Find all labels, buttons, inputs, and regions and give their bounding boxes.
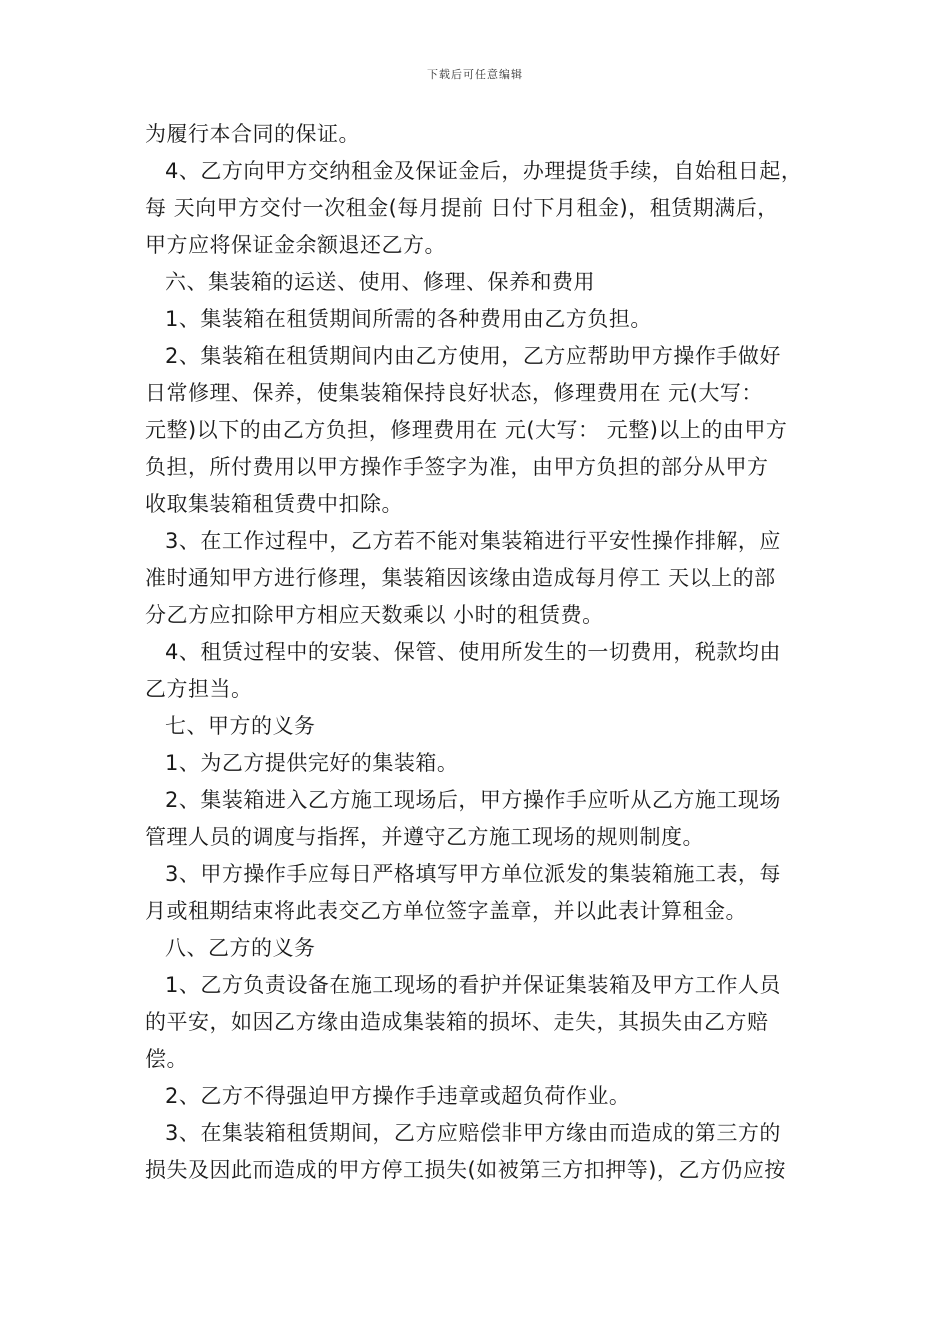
- document-line: 元整)以下的由乙方负担，修理费用在 元(大写： 元整)以上的由甲方: [145, 418, 788, 442]
- document-line: 八、乙方的义务: [165, 936, 316, 960]
- document-line: 甲方应将保证金余额退还乙方。: [145, 233, 446, 257]
- document-line: 偿。: [145, 1047, 188, 1071]
- document-line: 3、甲方操作手应每日严格填写甲方单位派发的集装箱施工表，每: [165, 862, 781, 886]
- document-line: 2、集装箱进入乙方施工现场后，甲方操作手应听从乙方施工现场: [165, 788, 781, 812]
- document-line: 七、甲方的义务: [165, 714, 316, 738]
- document-line: 2、集装箱在租赁期间内由乙方使用，乙方应帮助甲方操作手做好: [165, 344, 781, 368]
- document-line: 损失及因此而造成的甲方停工损失(如被第三方扣押等)，乙方仍应按: [145, 1158, 786, 1182]
- document-line: 3、在工作过程中，乙方若不能对集装箱进行平安性操作排解，应: [165, 529, 781, 553]
- document-line: 1、为乙方提供完好的集装箱。: [165, 751, 459, 775]
- document-line: 收取集装箱租赁费中扣除。: [145, 492, 403, 516]
- document-line: 分乙方应扣除甲方相应天数乘以 小时的租赁费。: [145, 603, 604, 627]
- document-line: 4、乙方向甲方交纳租金及保证金后，办理提货手续，自始租日起，: [165, 159, 803, 183]
- document-line: 月或租期结束将此表交乙方单位签字盖章，并以此表计算租金。: [145, 899, 747, 923]
- document-line: 日常修理、保养，使集装箱保持良好状态，修理费用在 元(大写：: [145, 381, 763, 405]
- document-line: 管理人员的调度与指挥，并遵守乙方施工现场的规则制度。: [145, 825, 704, 849]
- document-line: 2、乙方不得强迫甲方操作手违章或超负荷作业。: [165, 1084, 631, 1108]
- document-body: [145, 116, 815, 1189]
- page-header-note: 下载后可任意编辑: [427, 68, 523, 81]
- document-line: 3、在集装箱租赁期间，乙方应赔偿非甲方缘由而造成的第三方的: [165, 1121, 781, 1145]
- document-line: 六、集装箱的运送、使用、修理、保养和费用: [165, 270, 595, 294]
- document-line: 的平安，如因乙方缘由造成集装箱的损坏、走失，其损失由乙方赔: [145, 1010, 769, 1034]
- document-line: 4、租赁过程中的安装、保管、使用所发生的一切费用，税款均由: [165, 640, 781, 664]
- document-line: 1、集装箱在租赁期间所需的各种费用由乙方负担。: [165, 307, 652, 331]
- document-line: 每 天向甲方交付一次租金(每月提前 日付下月租金)，租赁期满后，: [145, 196, 779, 220]
- document-line: 1、乙方负责设备在施工现场的看护并保证集装箱及甲方工作人员: [165, 973, 781, 997]
- document-line: 准时通知甲方进行修理，集装箱因该缘由造成每月停工 天以上的部: [145, 566, 776, 590]
- document-line: 乙方担当。: [145, 677, 253, 701]
- document-line: 负担，所付费用以甲方操作手签字为准，由甲方负担的部分从甲方: [145, 455, 769, 479]
- document-line: 为履行本合同的保证。: [145, 122, 360, 146]
